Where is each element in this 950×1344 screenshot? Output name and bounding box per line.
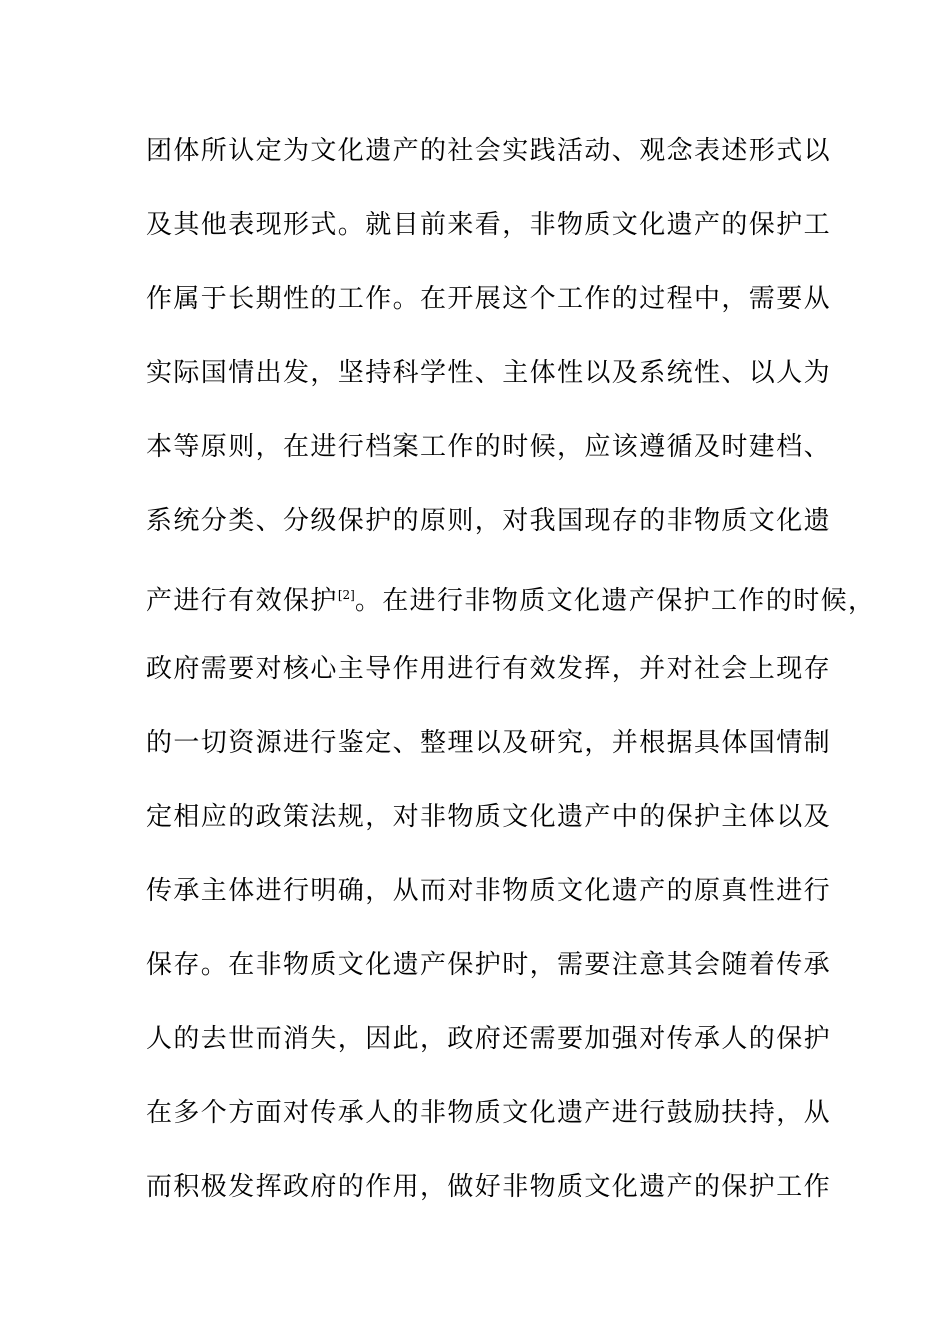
- text-line: 及其他表现形式。就目前来看，非物质文化遗产的保护工: [146, 210, 832, 240]
- text-line: 在多个方面对传承人的非物质文化遗产进行鼓励扶持，从: [146, 1098, 832, 1128]
- text-line: 实际国情出发，坚持科学性、主体性以及系统性、以人为: [146, 358, 832, 388]
- text-line: 的一切资源进行鉴定、整理以及研究，并根据具体国情制: [146, 728, 832, 758]
- text-line: 政府需要对核心主导作用进行有效发挥，并对社会上现存: [146, 654, 832, 684]
- text-segment: 产进行有效保护: [146, 586, 338, 616]
- text-line: 保存。在非物质文化遗产保护时，需要注意其会随着传承: [146, 950, 832, 980]
- text-line-with-footnote: [146, 575, 876, 616]
- text-line: 传承主体进行明确，从而对非物质文化遗产的原真性进行: [146, 876, 832, 906]
- text-line: 定相应的政策法规，对非物质文化遗产中的保护主体以及: [146, 802, 832, 832]
- text-line: 人的去世而消失，因此，政府还需要加强对传承人的保护: [146, 1024, 832, 1054]
- text-line: 作属于长期性的工作。在开展这个工作的过程中，需要从: [146, 284, 832, 314]
- text-line: 而积极发挥政府的作用，做好非物质文化遗产的保护工作: [146, 1172, 832, 1202]
- text-line: 系统分类、分级保护的原则，对我国现存的非物质文化遗: [146, 506, 832, 536]
- text-line: 本等原则，在进行档案工作的时候，应该遵循及时建档、: [146, 432, 832, 462]
- text-line: 团体所认定为文化遗产的社会实践活动、观念表述形式以: [146, 136, 832, 166]
- footnote-reference[interactable]: [2]: [337, 588, 355, 602]
- text-segment: 。在进行非物质文化遗产保护工作的时候，: [354, 586, 876, 616]
